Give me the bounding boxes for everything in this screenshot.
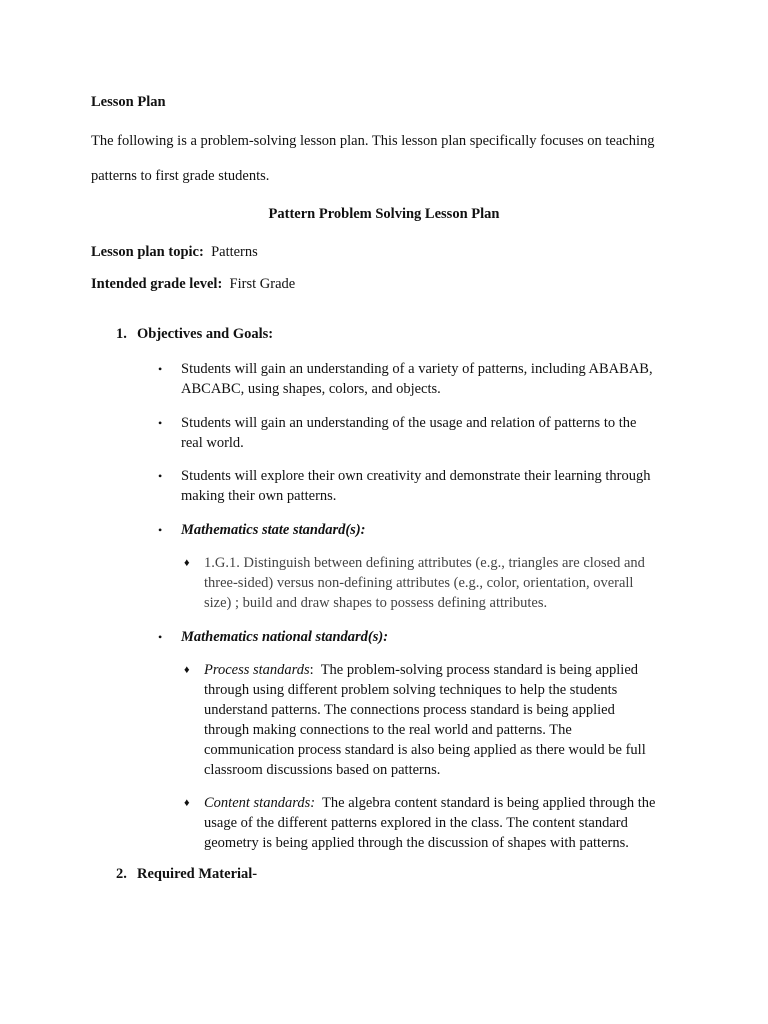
page-heading: Lesson Plan: [91, 94, 166, 110]
bullet-icon: •: [158, 362, 163, 376]
intro-line-2: patterns to first grade students.: [91, 168, 270, 184]
process-standards-line-3: understand patterns. The connections process standard is being applied: [204, 702, 615, 718]
process-standards-line-2: through using different problem solving techniques to help the students: [204, 682, 618, 698]
diamond-bullet-icon: ♦: [184, 664, 190, 676]
content-standards-line-3: geometry is being applied through the discussion of shapes with patterns.: [204, 835, 629, 851]
objective-3-line-2: making their own patterns.: [181, 488, 337, 504]
diamond-bullet-icon: ♦: [184, 797, 190, 809]
process-standards-line-5: communication process standard is also being applied as there would be full: [204, 742, 646, 758]
process-standards-item: [204, 660, 646, 780]
section-1-title: Objectives and Goals:: [137, 326, 274, 342]
grade-row: [91, 276, 295, 293]
section-2-number: 2.: [116, 866, 127, 882]
objective-1-line-2: ABCABC, using shapes, colors, and objects.: [181, 381, 441, 397]
objective-item-2: [181, 413, 636, 453]
content-standards-item: [204, 793, 655, 853]
content-standards-text: The algebra content standard is being applied through the: [315, 795, 656, 811]
objective-item-1: [181, 359, 653, 399]
grade-value: First Grade: [229, 276, 296, 292]
section-1-number: 1.: [116, 326, 127, 342]
content-standards-line-1: [204, 793, 655, 813]
document-title: Pattern Problem Solving Lesson Plan: [268, 206, 500, 222]
topic-label: Lesson plan topic:: [91, 244, 204, 260]
national-standard-label: Mathematics national standard(s):: [181, 629, 389, 645]
bullet-icon: •: [158, 469, 163, 483]
content-standards-line-2: usage of the different patterns explored in the class. The content standard: [204, 815, 628, 831]
diamond-bullet-icon: ♦: [184, 557, 190, 569]
bullet-icon: •: [158, 523, 163, 537]
state-standard-line-1: 1.G.1. Distinguish between defining attributes (e.g., triangles are closed and: [204, 555, 645, 571]
intro-line-1: The following is a problem-solving lesson plan. This lesson plan specifically focuses on teaching: [91, 133, 655, 149]
state-standard-label: Mathematics state standard(s):: [181, 522, 366, 538]
objective-2-line-2: real world.: [181, 435, 244, 451]
state-standard-line-2: three-sided) versus non-defining attributes (e.g., color, orientation, overall: [204, 575, 634, 591]
state-standard-item: [204, 553, 645, 613]
bullet-icon: •: [158, 416, 163, 430]
topic-value: Patterns: [211, 244, 258, 260]
grade-label: Intended grade level:: [91, 276, 223, 292]
process-standards-label: Process standards: [204, 662, 310, 678]
objective-item-3: [181, 466, 651, 506]
process-standards-line-4: through making connections to the real world and patterns. The: [204, 722, 572, 738]
objective-2-line-1: Students will gain an understanding of the usage and relation of patterns to the: [181, 415, 637, 431]
process-standards-text: : The problem-solving process standard is being applied: [309, 662, 639, 678]
objective-3-line-1: Students will explore their own creativity and demonstrate their learning through: [181, 468, 651, 484]
state-standard-line-3: size) ; build and draw shapes to possess defining attributes.: [204, 595, 548, 611]
topic-row: [91, 244, 258, 261]
content-standards-label: Content standards:: [204, 795, 316, 811]
process-standards-line-1: [204, 660, 646, 680]
section-2-title: Required Material-: [137, 866, 258, 882]
bullet-icon: •: [158, 630, 163, 644]
process-standards-line-6: classroom discussions based on patterns.: [204, 762, 441, 778]
objective-1-line-1: Students will gain an understanding of a variety of patterns, including ABABAB,: [181, 361, 653, 377]
